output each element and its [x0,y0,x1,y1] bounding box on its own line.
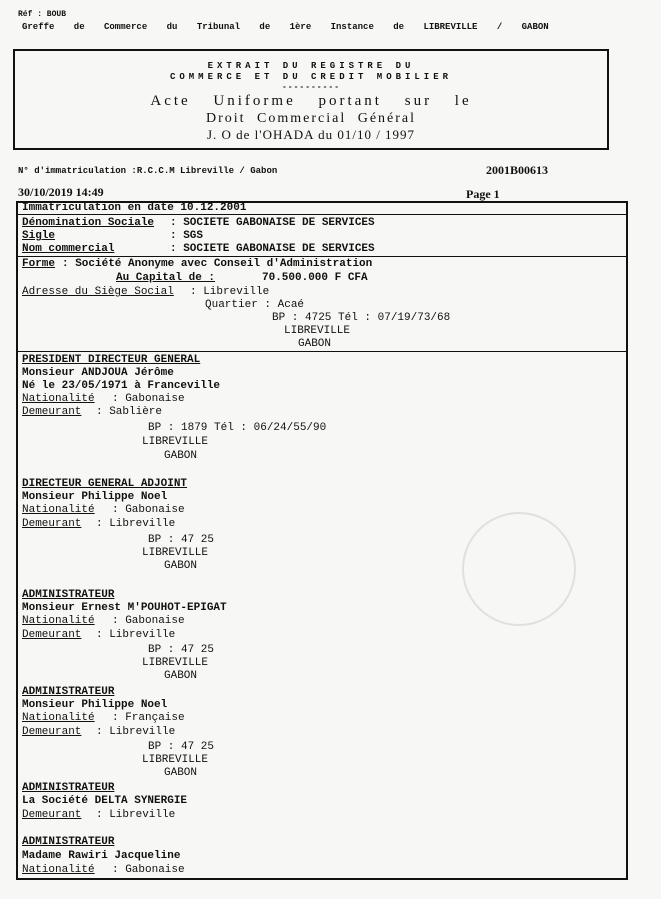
role-administrateur: ADMINISTRATEUR [22,836,115,848]
dga-nationalite-label: Nationalité [22,504,95,516]
pdg-demeurant: : Sablière [96,406,163,418]
admin2-nationalite: : Française [112,712,185,724]
forme-value: : Société Anonyme avec Conseil d'Administration [62,258,373,270]
immatriculation-label: N° d'immatriculation :R.C.C.M Libreville / Gabon [18,166,278,176]
ohada-reference: J. O de l'OHADA du 01/10 / 1997 [206,127,416,142]
acte-uniforme-title: Acte Uniforme portant sur le [150,93,472,109]
pdg-birth: Né le 23/05/1971 à Franceville [22,380,221,392]
admin1-demeurant: : Libreville [96,629,176,641]
record-frame [16,201,628,880]
admin2-pays: GABON [164,767,198,779]
siege-ville: LIBREVILLE [284,325,351,337]
admin4-nationalite: : Gabonaise [112,864,185,876]
page-number: Page 1 [466,187,500,201]
dga-demeurant-label: Demeurant [22,518,82,530]
siege-pays: GABON [298,338,332,350]
divider [16,351,628,352]
admin2-nationalite-label: Nationalité [22,712,95,724]
forme-label: Forme [22,258,56,270]
extract-line-1: EXTRAIT DU REGISTRE DU [207,61,415,71]
reference: Réf : BOUB [18,10,67,19]
pdg-pays: GABON [164,450,198,462]
admin1-bp: BP : 47 25 [148,644,215,656]
quartier: Quartier : Acaé [205,299,305,311]
immatriculation-date: Immatriculation en date 10.12.2001 [22,202,247,214]
pdg-bp-tel: BP : 1879 Tél : 06/24/55/90 [148,422,327,434]
admin2-demeurant-label: Demeurant [22,726,82,738]
dga-nationalite: : Gabonaise [112,504,185,516]
divider [16,214,628,215]
admin2-name: Monsieur Philippe Noel [22,699,168,711]
capital-value: 70.500.000 F CFA [262,272,368,284]
divider [16,256,628,257]
pdg-name: Monsieur ANDJOUA Jérôme [22,367,174,379]
pdg-nationalite-label: Nationalité [22,393,95,405]
role-pdg: PRESIDENT DIRECTEUR GENERAL [22,354,201,366]
admin1-ville: LIBREVILLE [142,657,209,669]
denomination-value: : SOCIETE GABONAISE DE SERVICES [170,217,375,229]
adresse-value: : Libreville [190,286,270,298]
pdg-nationalite: : Gabonaise [112,393,185,405]
admin1-pays: GABON [164,670,198,682]
sigle-label: Sigle [22,230,56,242]
print-datetime: 30/10/2019 14:49 [18,185,104,199]
sigle-value: : SGS [170,230,204,242]
admin1-nationalite: : Gabonaise [112,615,185,627]
adresse-label: Adresse du Siège Social [22,286,174,298]
capital-label: Au Capital de : [116,272,216,284]
dga-bp: BP : 47 25 [148,534,215,546]
role-administrateur: ADMINISTRATEUR [22,686,115,698]
admin2-bp: BP : 47 25 [148,741,215,753]
greffe-title: Greffe de Commerce du Tribunal de 1ère Instance de LIBREVILLE / GABON [22,22,549,32]
admin4-nationalite-label: Nationalité [22,864,95,876]
role-administrateur: ADMINISTRATEUR [22,782,115,794]
role-dga: DIRECTEUR GENERAL ADJOINT [22,478,188,490]
admin3-name: La Société DELTA SYNERGIE [22,795,188,807]
dga-ville: LIBREVILLE [142,547,209,559]
nom-commercial-label: Nom commercial [22,243,115,255]
admin3-demeurant-label: Demeurant [22,809,82,821]
dga-name: Monsieur Philippe Noel [22,491,168,503]
denomination-label: Dénomination Sociale [22,217,155,229]
siege-bp-tel: BP : 4725 Tél : 07/19/73/68 [272,312,451,324]
pdg-demeurant-label: Demeurant [22,406,82,418]
admin1-demeurant-label: Demeurant [22,629,82,641]
admin1-nationalite-label: Nationalité [22,615,95,627]
extract-line-2: COMMERCE ET DU CREDIT MOBILIER [169,72,453,82]
role-administrateur: ADMINISTRATEUR [22,589,115,601]
pdg-ville: LIBREVILLE [142,436,209,448]
dga-demeurant: : Libreville [96,518,176,530]
immatriculation-number: 2001B00613 [486,163,549,177]
registry-header-box [13,49,609,150]
nom-commercial-value: : SOCIETE GABONAISE DE SERVICES [170,243,375,255]
admin4-name: Madame Rawiri Jacqueline [22,850,181,862]
admin1-name: Monsieur Ernest M'POUHOT-EPIGAT [22,602,227,614]
admin2-ville: LIBREVILLE [142,754,209,766]
admin3-demeurant: : Libreville [96,809,176,821]
droit-commercial-title: Droit Commercial Général [205,111,417,126]
separator-dashes: ---------- [281,83,340,92]
dga-pays: GABON [164,560,198,572]
admin2-demeurant: : Libreville [96,726,176,738]
